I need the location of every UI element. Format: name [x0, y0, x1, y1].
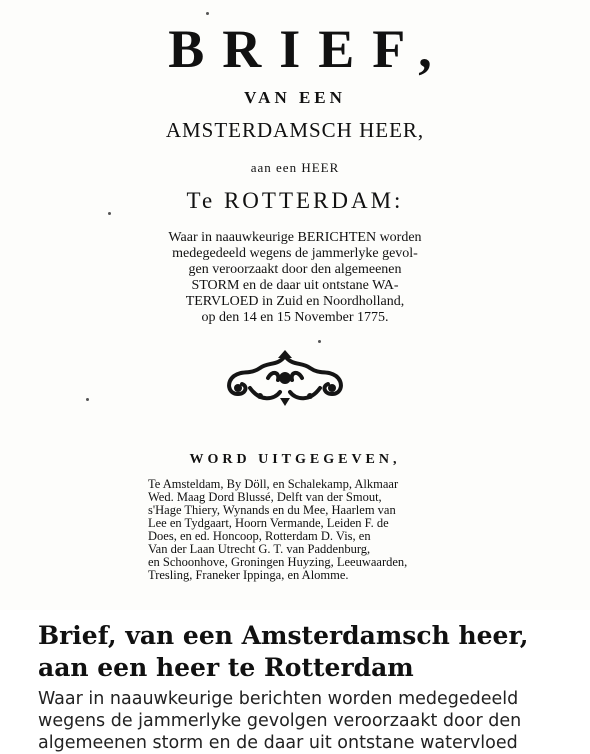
- scan-subtitle-line: Waar in naauwkeurige BERICHTEN worden: [168, 230, 422, 245]
- scan-subtitle-line: gen veroorzaakt door den algemeenen: [188, 262, 402, 277]
- scan-publisher-line: s'Hage Thiery, Wynands en du Mee, Haarlem van: [148, 503, 396, 517]
- scan-subtitle-line: op den 14 en 15 November 1775.: [201, 310, 389, 325]
- scan-publisher-line: Van der Laan Utrecht G. T. van Paddenburg,: [148, 542, 371, 556]
- scan-publisher-line: Te Amsteldam, By Döll, en Schalekamp, Alkmaar: [148, 477, 399, 491]
- scan-publisher-line: Does, en ed. Honcoop, Rotterdam D. Vis, en: [148, 529, 371, 543]
- scan-subtitle-block: [0, 230, 590, 326]
- scan-line-rotterdam: Te ROTTERDAM:: [186, 188, 404, 213]
- scan-subtitle-line: TERVLOED in Zuid en Noordholland,: [185, 294, 405, 309]
- scan-publisher-line: en Schoonhove, Groningen Huyzing, Leeuwaarden,: [148, 555, 408, 569]
- scan-subtitle-line: medegedeeld wegens de jammerlyke gevol-: [172, 246, 418, 261]
- scan-publisher-line: Wed. Maag Dord Blussé, Delft van der Smout,: [148, 490, 382, 504]
- scan-word-uitgegeven: WORD UITGEGEVEN,: [189, 452, 401, 467]
- scan-publisher-line: Lee en Tydgaart, Hoorn Vermande, Leiden F. de: [148, 516, 389, 530]
- scan-subtitle-line: STORM en de daar uit ontstane WA-: [191, 278, 399, 293]
- printers-ornament-icon: [220, 348, 350, 410]
- scan-line-van-een: VAN EEN: [244, 88, 346, 107]
- scan-line-aan-een-heer: aan een HEER: [250, 160, 340, 175]
- paper-speck: [86, 398, 89, 401]
- paper-speck: [108, 212, 111, 215]
- scan-title: BRIEF,: [168, 19, 450, 79]
- paper-speck: [206, 12, 209, 15]
- record-caption: [38, 620, 578, 754]
- scan-publisher-block: [148, 478, 448, 582]
- scan-publisher-line: Tresling, Franeker Ippinga, en Alomme.: [148, 568, 349, 582]
- paper-speck: [318, 340, 321, 343]
- record-description: Waar in naauwkeurige berichten worden medegedeeld wegens de jammerlyke gevolgen veroorzaakt door den algemeenen storm en de daar uit ontstane watervloed: [38, 689, 522, 753]
- record-title[interactable]: Brief, van een Amsterdamsch heer, aan een heer te Rotterdam: [38, 621, 529, 682]
- scan-line-amsterdamsch: AMSTERDAMSCH HEER,: [165, 118, 425, 142]
